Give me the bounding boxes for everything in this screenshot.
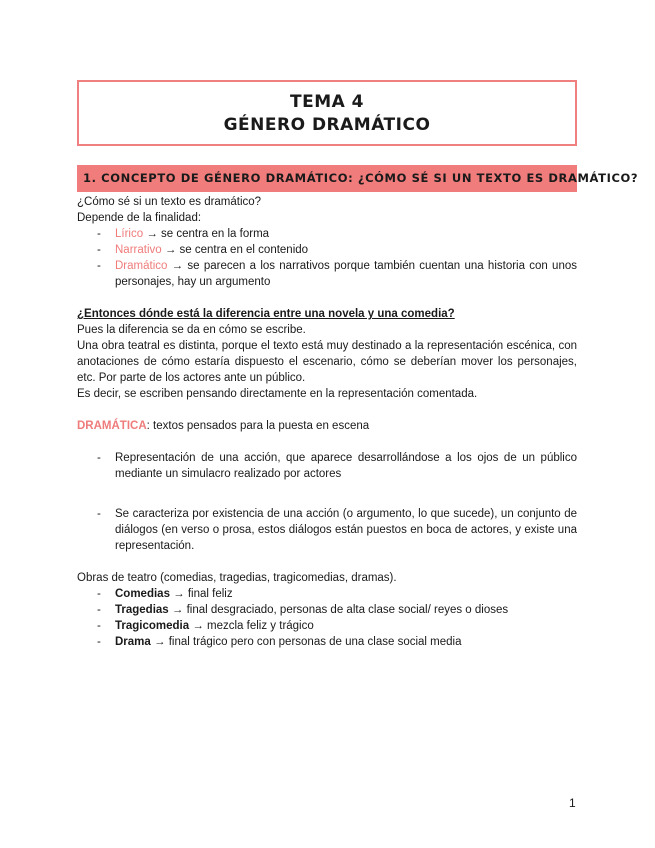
genre-name: Narrativo — [115, 244, 162, 256]
list-item: - Se caracteriza por existencia de una acción (o argumento, lo que sucede), un conjunto de diálogos (en verso o prosa, estos diálogos están puestos en boca de actores, y existe una representación. — [97, 508, 577, 552]
obras-line: Obras de teatro (comedias, tragedias, tragicomedias, dramas). — [77, 572, 397, 584]
list-item: - Comedias → final feliz — [97, 588, 233, 600]
paragraph-3: Es decir, se escriben pensando directamente en la representación comentada. — [77, 388, 478, 400]
characteristics-list — [77, 450, 577, 482]
definition-line: DRAMÁTICA: textos pensados para la puesta en escena — [77, 420, 370, 432]
characteristics-list-2 — [77, 506, 577, 554]
question-1: ¿Cómo sé si un texto es dramático? — [77, 196, 262, 208]
depende-line: Depende de la finalidad: — [77, 212, 202, 224]
list-item: - Tragedias → final desgraciado, personas de alta clase social/ reyes o dioses — [97, 604, 509, 616]
title-line-1: TEMA 4 — [289, 92, 365, 112]
types-list — [77, 586, 577, 650]
list-item: - Narrativo → se centra en el contenido — [97, 244, 309, 256]
question-2: ¿Entonces dónde está la diferencia entre una novela y una comedia? — [77, 308, 455, 320]
title-box — [77, 80, 577, 146]
genre-name: Dramático — [115, 260, 168, 272]
paragraph-1: Pues la diferencia se da en cómo se escribe. — [77, 324, 306, 336]
definition-term: DRAMÁTICA — [77, 420, 147, 432]
genre-list — [77, 226, 577, 290]
content-body — [77, 194, 577, 650]
title-line-2: GÉNERO DRAMÁTICO — [223, 115, 431, 135]
list-item: - Lírico → se centra en la forma — [97, 228, 270, 240]
list-item: - Tragicomedia → mezcla feliz y trágico — [97, 620, 314, 632]
section-heading: 1. CONCEPTO DE GÉNERO DRAMÁTICO: ¿CÓMO SÉ SI UN TEXTO ES DRAMÁTICO? — [77, 165, 577, 192]
genre-name: Lírico — [115, 228, 144, 240]
list-item: - Drama → final trágico pero con personas de una clase social media — [97, 636, 462, 648]
paragraph-2: Una obra teatral es distinta, porque el texto está muy destinado a la representación escénica, con anotaciones de cómo estaría dispuesto el escenario, cómo se deberían mover los personajes, etc. Por parte de los actores ante un público. — [77, 340, 577, 384]
list-item: - Representación de una acción, que aparece desarrollándose a los ojos de un público mediante un simulacro realizado por actores — [97, 452, 577, 480]
page-number: 1 — [569, 796, 576, 810]
list-item: - Dramático → se parecen a los narrativos porque también cuentan una historia con unos personajes, hay un argumento — [97, 260, 577, 288]
